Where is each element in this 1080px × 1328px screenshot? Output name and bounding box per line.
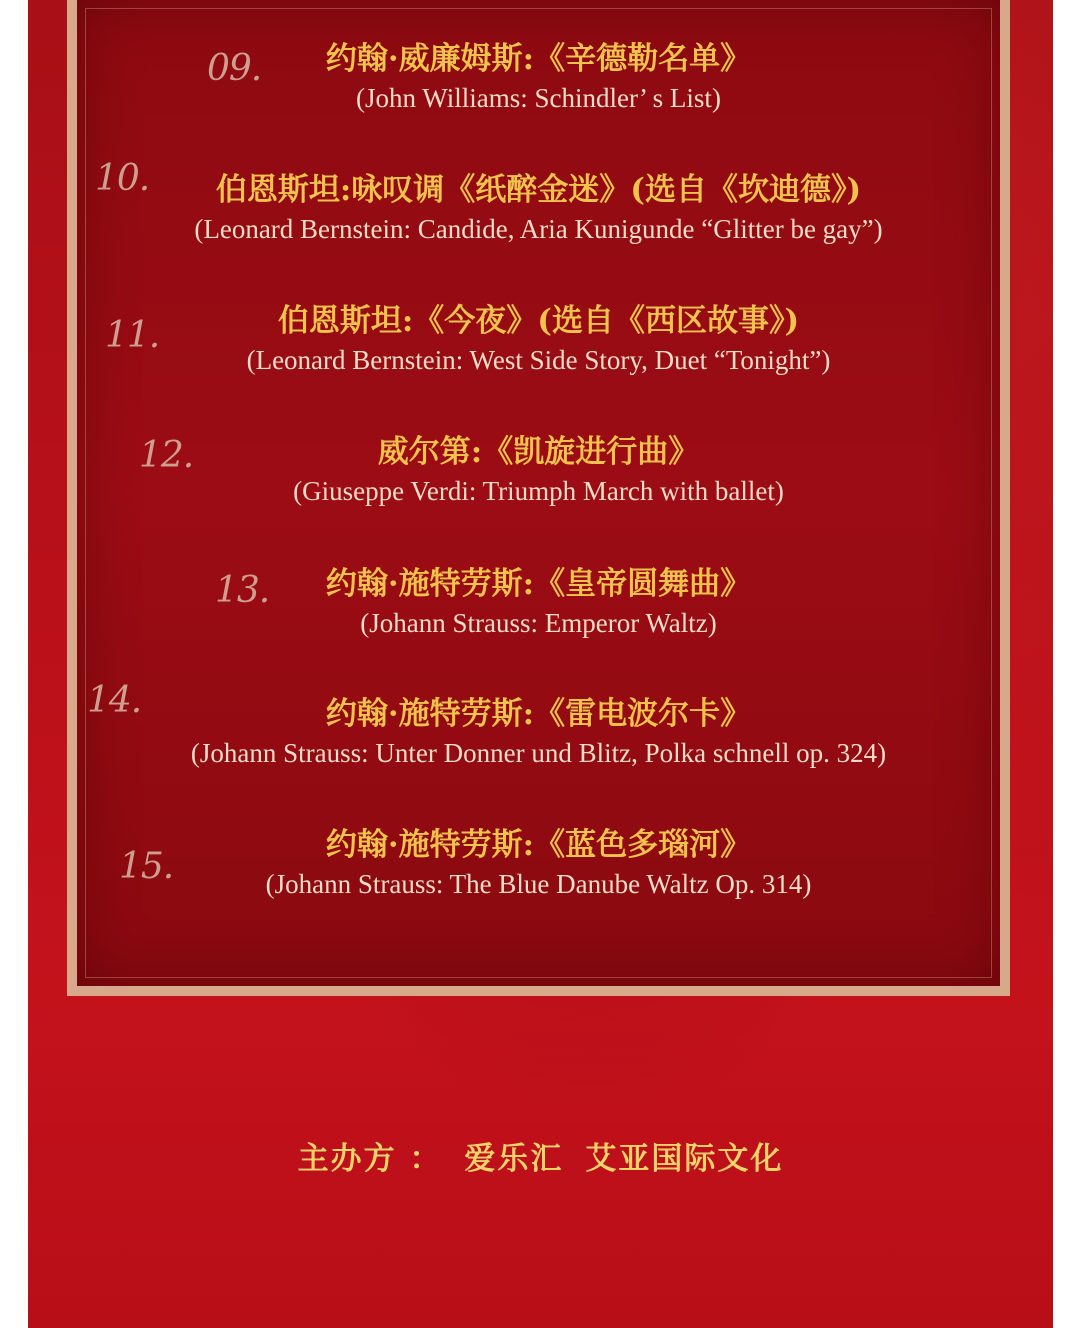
- program-item: [77, 390, 1000, 520]
- organizer-label: 主办方 ：: [297, 1141, 443, 1177]
- item-number: 15.: [119, 846, 174, 887]
- item-title-zh: 约翰·施特劳斯:《雷电波尔卡》: [325, 696, 752, 732]
- program-item: [77, 520, 1000, 650]
- item-title-zh: 约翰·威廉姆斯:《辛德勒名单》: [325, 41, 752, 77]
- item-title-zh: 约翰·施特劳斯:《皇帝圆舞曲》: [325, 566, 752, 602]
- item-number: 14.: [87, 680, 142, 721]
- item-number: 13.: [215, 570, 270, 611]
- item-title-en: (Johann Strauss: The Blue Danube Waltz Op. 314): [265, 869, 812, 899]
- program-frame: [67, 0, 1010, 996]
- item-number: 09.: [207, 48, 262, 89]
- program-item: [77, 780, 1000, 910]
- organizer-name-2: 艾亚国际文化: [585, 1141, 784, 1177]
- item-title-en: (Johann Strauss: Emperor Waltz): [360, 608, 717, 638]
- concert-poster: [28, 0, 1053, 1328]
- item-number: 12.: [139, 435, 194, 476]
- item-title-en: (Johann Strauss: Unter Donner und Blitz, Polka schnell op. 324): [190, 738, 887, 768]
- program-item: [77, 0, 1000, 130]
- program-item: [77, 260, 1000, 390]
- item-title-zh: 威尔第:《凯旋进行曲》: [377, 434, 700, 470]
- program-item: [77, 650, 1000, 780]
- item-title-zh: 约翰·施特劳斯:《蓝色多瑙河》: [325, 827, 752, 863]
- item-title-en: (John Williams: Schindler’ s List): [356, 83, 721, 113]
- item-title-en: (Giuseppe Verdi: Triumph March with ballet): [293, 476, 784, 506]
- organizer-line: [28, 1133, 1053, 1178]
- item-number: 11.: [105, 315, 160, 356]
- item-title-en: (Leonard Bernstein: Candide, Aria Kunigunde “Glitter be gay”): [194, 214, 883, 244]
- item-number: 10.: [95, 158, 150, 199]
- item-title-zh: 伯恩斯坦:咏叹调《纸醉金迷》(选自《坎迪德》): [215, 172, 862, 208]
- item-title-en: (Leonard Bernstein: West Side Story, Duet “Tonight”): [246, 345, 831, 375]
- organizer-name-1: 爱乐汇: [464, 1141, 564, 1177]
- program-item: [77, 130, 1000, 260]
- item-title-zh: 伯恩斯坦:《今夜》(选自《西区故事》): [277, 303, 800, 339]
